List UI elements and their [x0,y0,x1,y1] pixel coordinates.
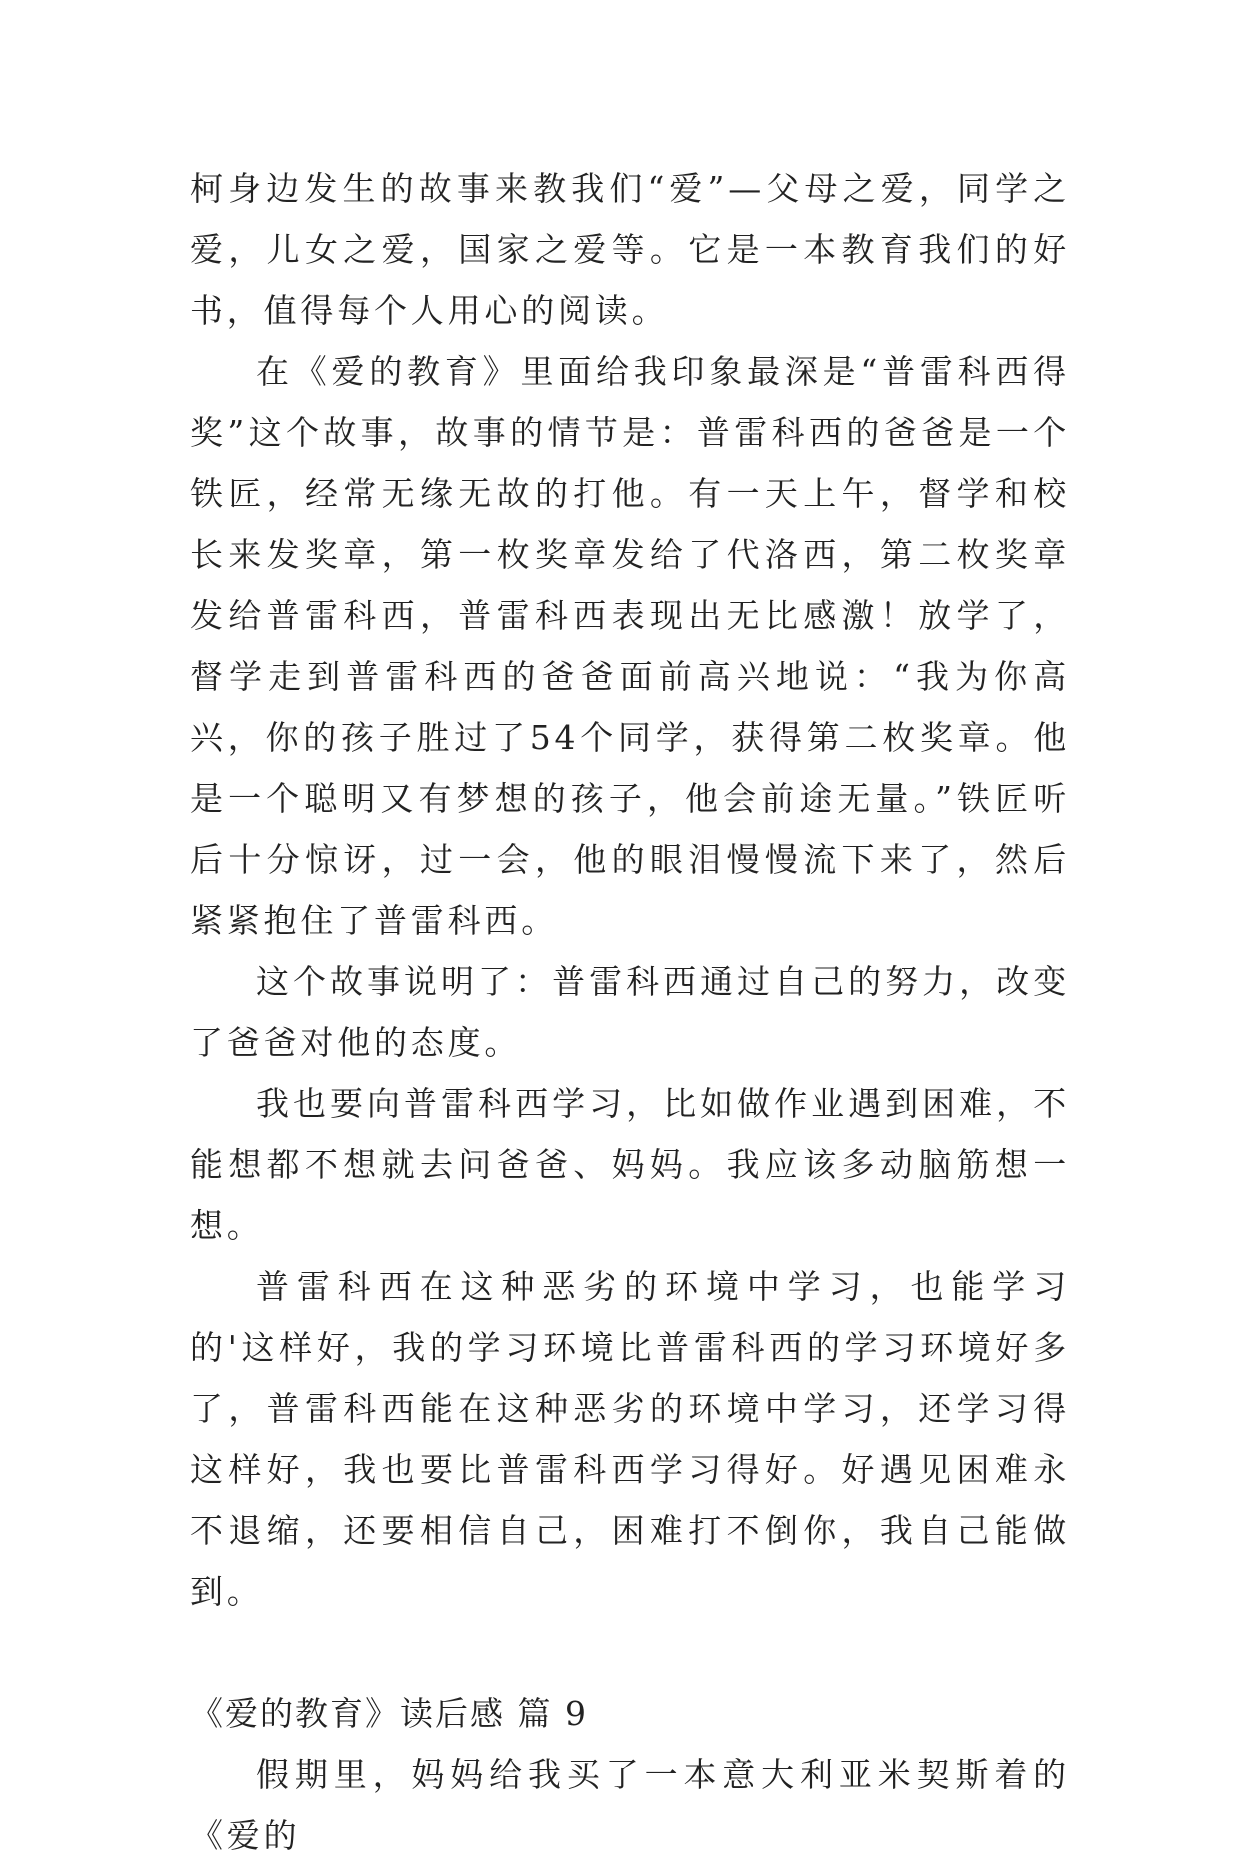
paragraph-4: 我也要向普雷科西学习，比如做作业遇到困难，不能想都不想就去问爸爸、妈妈。我应该多动脑筋想一想。 [190,1084,1070,1245]
section-title: 《爱的教育》读后感 篇 9 [190,1694,588,1733]
document-body [190,158,1070,1866]
paragraph-2: 在《爱的教育》里面给我印象最深是“普雷科西得奖”这个故事，故事的情节是：普雷科西的爸爸是一个铁匠，经常无缘无故的打他。有一天上午，督学和校长来发奖章，第一枚奖章发给了代洛西，第二枚奖章发给普雷科西，普雷科西表现出无比感激！放学了，督学走到普雷科西的爸爸面前高兴地说：“我为你高兴，你的孩子胜过了54个同学，获得第二枚奖章。他是一个聪明又有梦想的孩子，他会前途无量。”铁匠听后十分惊讶，过一会，他的眼泪慢慢流下来了，然后紧紧抱住了普雷科西。 [190,352,1070,940]
paragraph-5: 普雷科西在这种恶劣的环境中学习，也能学习的'这样好，我的学习环境比普雷科西的学习环境好多了，普雷科西能在这种恶劣的环境中学习，还学习得这样好，我也要比普雷科西学习得好。好遇见困难永不退缩，还要相信自己，困难打不倒你，我自己能做到。 [190,1267,1070,1611]
closing-paragraph: 假期里，妈妈给我买了一本意大利亚米契斯着的《爱的 [190,1755,1070,1855]
section-spacer [190,1622,1070,1683]
paragraph-1: 柯身边发生的故事来教我们“爱”—父母之爱，同学之爱，儿女之爱，国家之爱等。它是一本教育我们的好书，值得每个人用心的阅读。 [190,169,1070,330]
paragraph-3: 这个故事说明了：普雷科西通过自己的努力，改变了爸爸对他的态度。 [190,962,1070,1062]
